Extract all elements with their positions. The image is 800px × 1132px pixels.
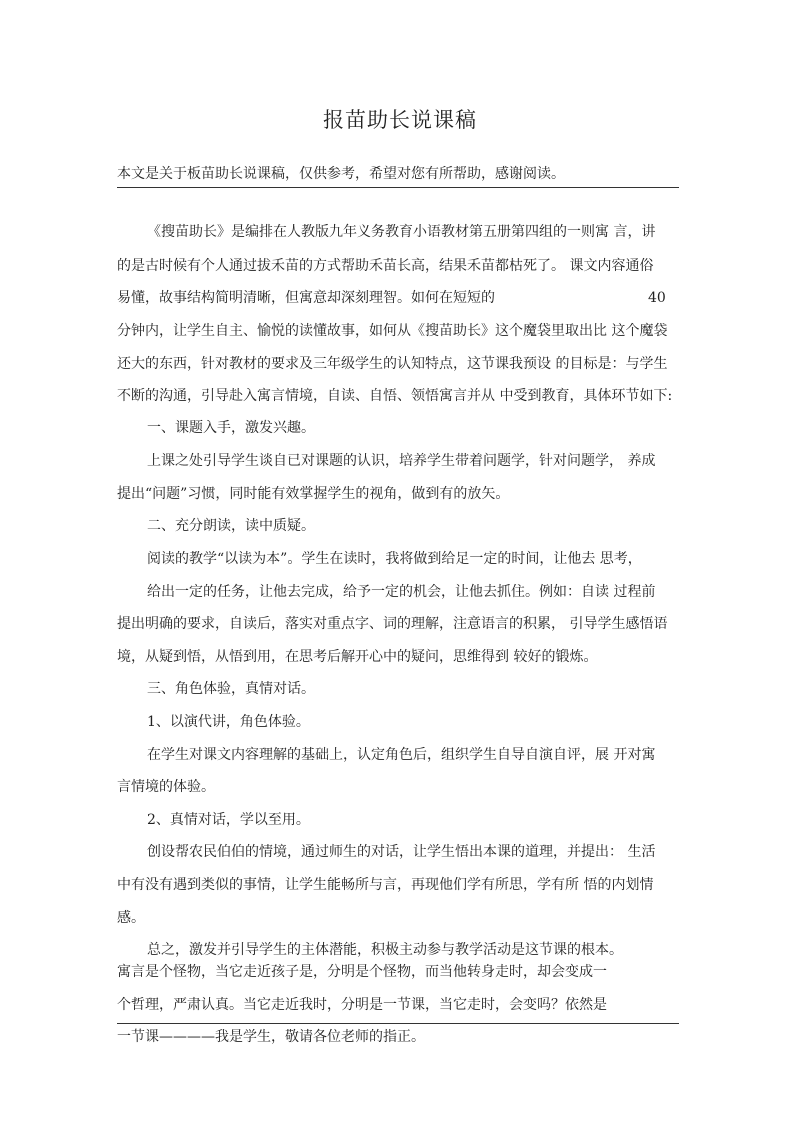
sub-heading: 1、以演代讲，角色体验。: [147, 714, 310, 730]
body-line: 在学生对课文内容理解的基础上，认定角色后，组织学生自导自演自评，展 开对寓: [147, 747, 656, 763]
body-line: 境，从疑到悟，从悟到用，在思考后解开心中的疑问，思维得到 较好的锻炼。: [117, 649, 598, 665]
body-line: 提出“问题”习惯，同时能有效掌握学生的视角，做到有的放矢。: [117, 486, 510, 502]
body-line: 总之，激发并引导学生的主体潜能，积极主动参与教学活动是这节课的根本。: [147, 942, 623, 958]
body-line: 创设帮农民伯伯的情境，通过师生的对话，让学生悟出本课的道理，并提出： 生活: [147, 844, 656, 860]
body-line: 提出明确的要求，自读后，落实对重点字、词的理解，注意语言的积累， 引导学生感悟语: [117, 616, 668, 632]
body-line: 给出一定的任务，让他去完成，给予一定的机会，让他去抓住。例如：自读 过程前: [147, 584, 656, 600]
body-line: 的是古时候有个人通过拔禾苗的方式帮助禾苗长高，结果禾苗都枯死了。 课文内容通俗: [117, 258, 654, 274]
body-line: 感。: [117, 910, 145, 926]
body-line: 分钟内，让学生自主、愉悦的读懂故事，如何从《搜苗助长》这个魔袋里取出比 这个魔袋: [117, 323, 668, 339]
section-heading: 一、课题入手，激发兴趣。: [147, 420, 315, 436]
sub-heading: 2、真情对话，学以至用。: [147, 812, 310, 828]
body-line: 个哲理，严肃认真。当它走近我时，分明是一节课，当它走时，会变吗？依然是: [117, 997, 607, 1013]
body-line: 不断的沟通，引导赴入寓言情境，自读、自悟、领悟寓言并从 中受到教育，具体环节如下:: [117, 388, 673, 404]
footer-divider: [117, 1023, 679, 1024]
intro-line: 本文是关于板苗助长说课稿，仅供参考，希望对您有所帮助，感谢阅读。: [117, 166, 565, 182]
header-divider: [117, 187, 679, 188]
body-line: 还大的东西，针对教材的要求及三年级学生的认知特点，这节课我预设 的目标是：与学生: [117, 356, 668, 372]
body-line: 言情境的体验。: [117, 779, 215, 795]
closing-line: 一节课————我是学生，敬请各位老师的指正。: [117, 1029, 425, 1045]
body-line: 中有没有遇到类似的事情，让学生能畅所与言，再现他们学有所思，学有所 悟的内划情: [117, 877, 654, 893]
body-line: 《搜苗助长》是编排在人教版九年义务教育小语教材第五册第四组的一则寓 言，讲: [147, 224, 656, 240]
body-line: 阅读的教学“以读为本”。学生在读时，我将做到给足一定的时间，让他去 思考，: [147, 551, 642, 567]
section-heading: 三、角色体验，真情对话。: [147, 681, 315, 697]
section-heading: 二、充分朗读，读中质疑。: [147, 518, 315, 534]
body-line: 40: [648, 290, 666, 306]
body-line: 上课之处引导学生谈自已对课题的认识，培养学生带着问题学，针对问题学， 养成: [147, 453, 656, 469]
document-title: 报苗助长说课稿: [323, 108, 477, 132]
body-line: 易懂，故事结构简明清晰，但寓意却深刻理智。如何在短短的: [117, 290, 495, 306]
body-line: 寓言是个怪物，当它走近孩子是，分明是个怪物，而当他转身走时，却会变成一: [117, 964, 607, 980]
